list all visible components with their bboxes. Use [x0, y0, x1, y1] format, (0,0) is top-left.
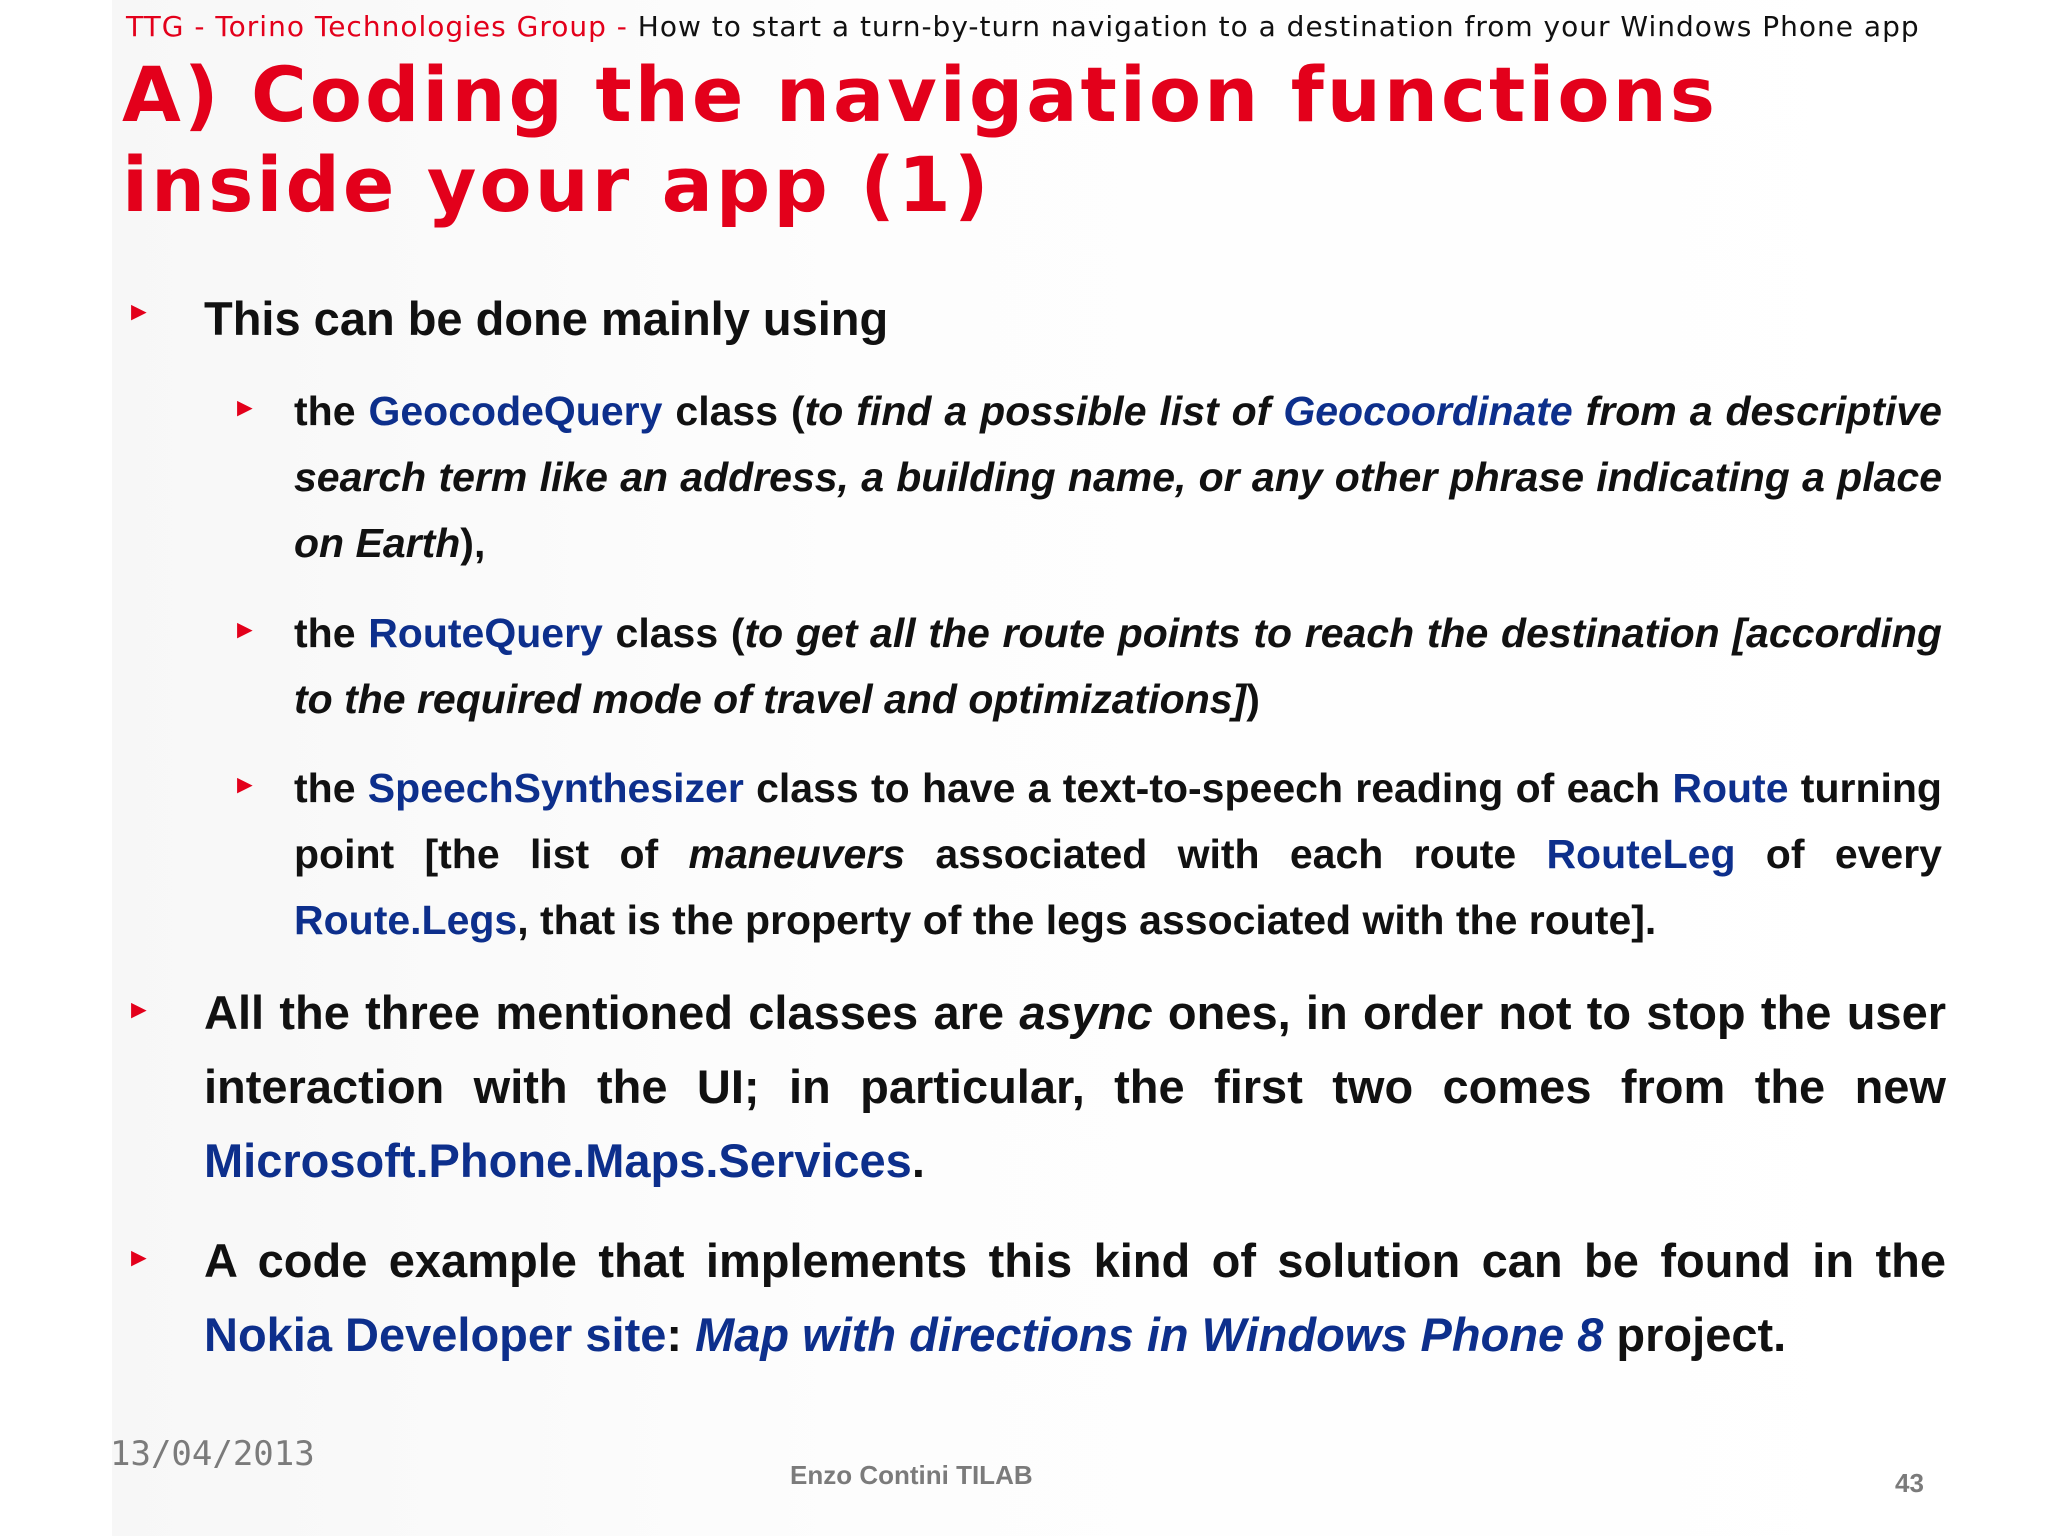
bullet-arrow-icon: ►: [232, 614, 258, 644]
class-name: Geocoordinate: [1283, 388, 1573, 434]
nokia-developer-link[interactable]: Nokia Developer site: [204, 1308, 667, 1361]
class-name: RouteLeg: [1546, 831, 1736, 877]
footer-date: 13/04/2013: [110, 1434, 315, 1474]
bullet-text: This can be done mainly using: [204, 292, 889, 345]
bullet-arrow-icon: ►: [232, 769, 258, 799]
class-name: GeocodeQuery: [368, 388, 663, 434]
bullet-text: All the three mentioned classes are async ones, in order not to stop the user interaction with the UI; in particular, the first two comes from the new Microsoft.Phone.Maps.Services.: [204, 986, 1946, 1187]
slide-title: A) Coding the navigation functions inside your app (1): [122, 50, 1718, 229]
namespace-name: Microsoft.Phone.Maps.Services: [204, 1134, 912, 1187]
class-name: RouteQuery: [368, 610, 603, 656]
class-name: Route.Legs: [294, 897, 518, 943]
header-org: TTG - Torino Technologies Group -: [126, 10, 638, 43]
bullet-text: A code example that implements this kind of solution can be found in the Nokia Developer site: Map with directions in Windows Phone 8 project.: [204, 1234, 1946, 1361]
slide-header: [126, 10, 1926, 43]
bullet-arrow-icon: ►: [126, 1242, 152, 1272]
class-name: Route: [1672, 765, 1789, 811]
footer-author: Enzo Contini TILAB: [790, 1460, 1033, 1490]
bullet-arrow-icon: ►: [126, 296, 152, 326]
bullet-arrow-icon: ►: [232, 392, 258, 422]
bullet-arrow-icon: ►: [126, 994, 152, 1024]
subbullet-text: the SpeechSynthesizer class to have a text-to-speech reading of each Route turning point [the list of maneuvers associated with each route RouteLeg of every Route.Legs, that is the property of the legs associated with the route].: [294, 765, 1942, 943]
class-name: SpeechSynthesizer: [367, 765, 744, 811]
subbullet-text: the GeocodeQuery class (to find a possible list of Geocoordinate from a descriptive search term like an address, a building name, or any other phrase indicating a place on Earth),: [294, 388, 1942, 566]
project-link[interactable]: Map with directions in Windows Phone 8: [695, 1308, 1604, 1361]
subbullet-text: the RouteQuery class (to get all the route points to reach the destination [according to the required mode of travel and optimizations]): [294, 610, 1942, 722]
header-topic: How to start a turn-by-turn navigation to a destination from your Windows Phone app: [637, 10, 1920, 43]
page-number: 43: [1895, 1468, 1924, 1498]
